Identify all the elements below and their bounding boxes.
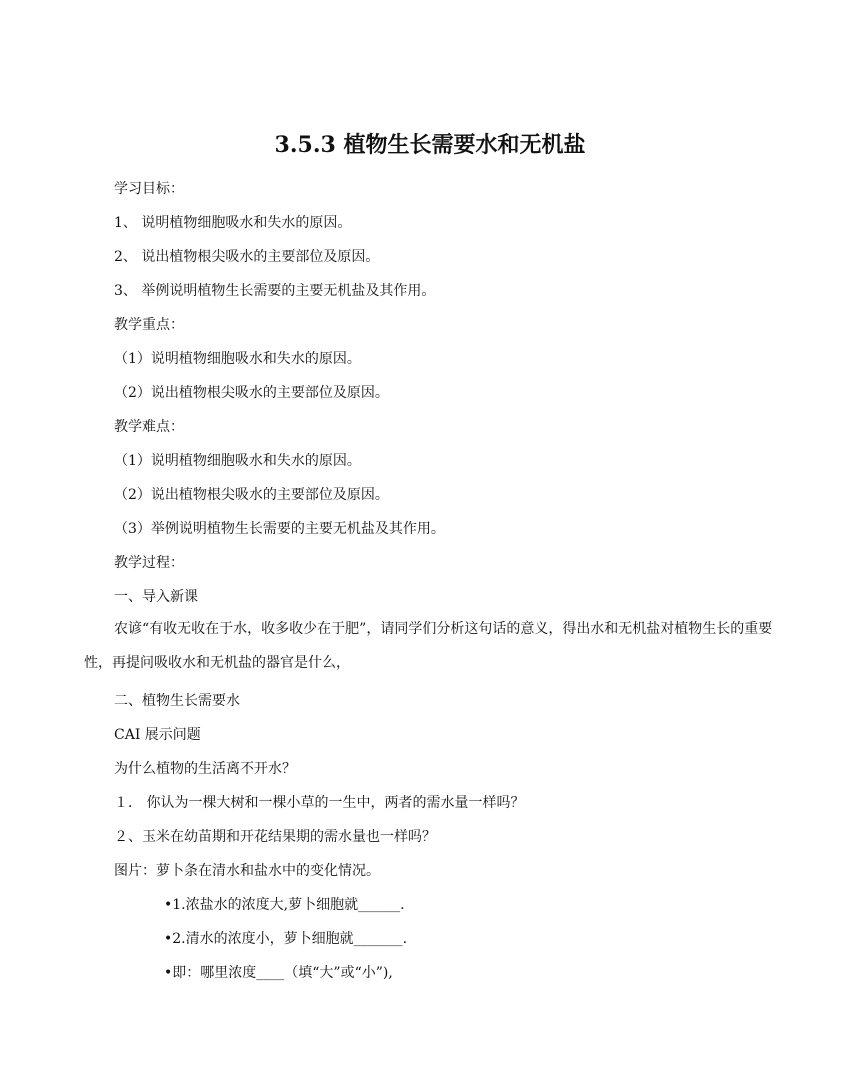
objective-item: 1、 说明植物细胞吸水和失水的原因。	[114, 215, 352, 231]
objective-item: 3、 举例说明植物生长需要的主要无机盐及其作用。	[114, 283, 436, 299]
document-title: 3.5.3 植物生长需要水和无机盐	[274, 132, 586, 158]
question-item: １． 你认为一棵大树和一棵小草的一生中，两者的需水量一样吗？	[114, 795, 525, 811]
subsection-heading-water: 二、植物生长需要水	[114, 693, 240, 709]
difficulty-item: （3）举例说明植物生长需要的主要无机盐及其作用。	[114, 521, 445, 537]
section-heading-process: 教学过程：	[114, 555, 184, 571]
bullet-item: •1.浓盐水的浓度大,萝卜细胞就______.	[164, 897, 405, 913]
difficulty-item: （1）说明植物细胞吸水和失水的原因。	[114, 453, 361, 469]
intro-paragraph: 农谚“有收无收在于水，收多收少在于肥”，请同学们分析这句话的意义，得出水和无机盐对植物生长的重要性，再提问吸收水和无机盐的器官是什么，	[84, 621, 773, 671]
question-item: ２、玉米在幼苗期和开花结果期的需水量也一样吗？	[114, 829, 436, 845]
picture-caption: 图片：萝卜条在清水和盐水中的变化情况。	[114, 863, 380, 879]
question-heading: 为什么植物的生活离不开水？	[114, 761, 296, 777]
bullet-item: •即：哪里浓度____（填“大”或“小”),	[164, 965, 393, 981]
difficulty-item: （2）说出植物根尖吸水的主要部位及原因。	[114, 487, 389, 503]
bullet-item: •2.清水的浓度小，萝卜细胞就_______.	[164, 931, 408, 947]
section-heading-difficulties: 教学难点：	[114, 419, 184, 435]
cai-label: CAI 展示问题	[114, 727, 201, 743]
objective-item: 2、 说出植物根尖吸水的主要部位及原因。	[114, 249, 380, 265]
subsection-heading-intro: 一、导入新课	[114, 589, 198, 605]
key-point-item: （1）说明植物细胞吸水和失水的原因。	[114, 351, 361, 367]
section-heading-objectives: 学习目标：	[114, 181, 184, 197]
section-heading-key-points: 教学重点：	[114, 317, 184, 333]
key-point-item: （2）说出植物根尖吸水的主要部位及原因。	[114, 385, 389, 401]
